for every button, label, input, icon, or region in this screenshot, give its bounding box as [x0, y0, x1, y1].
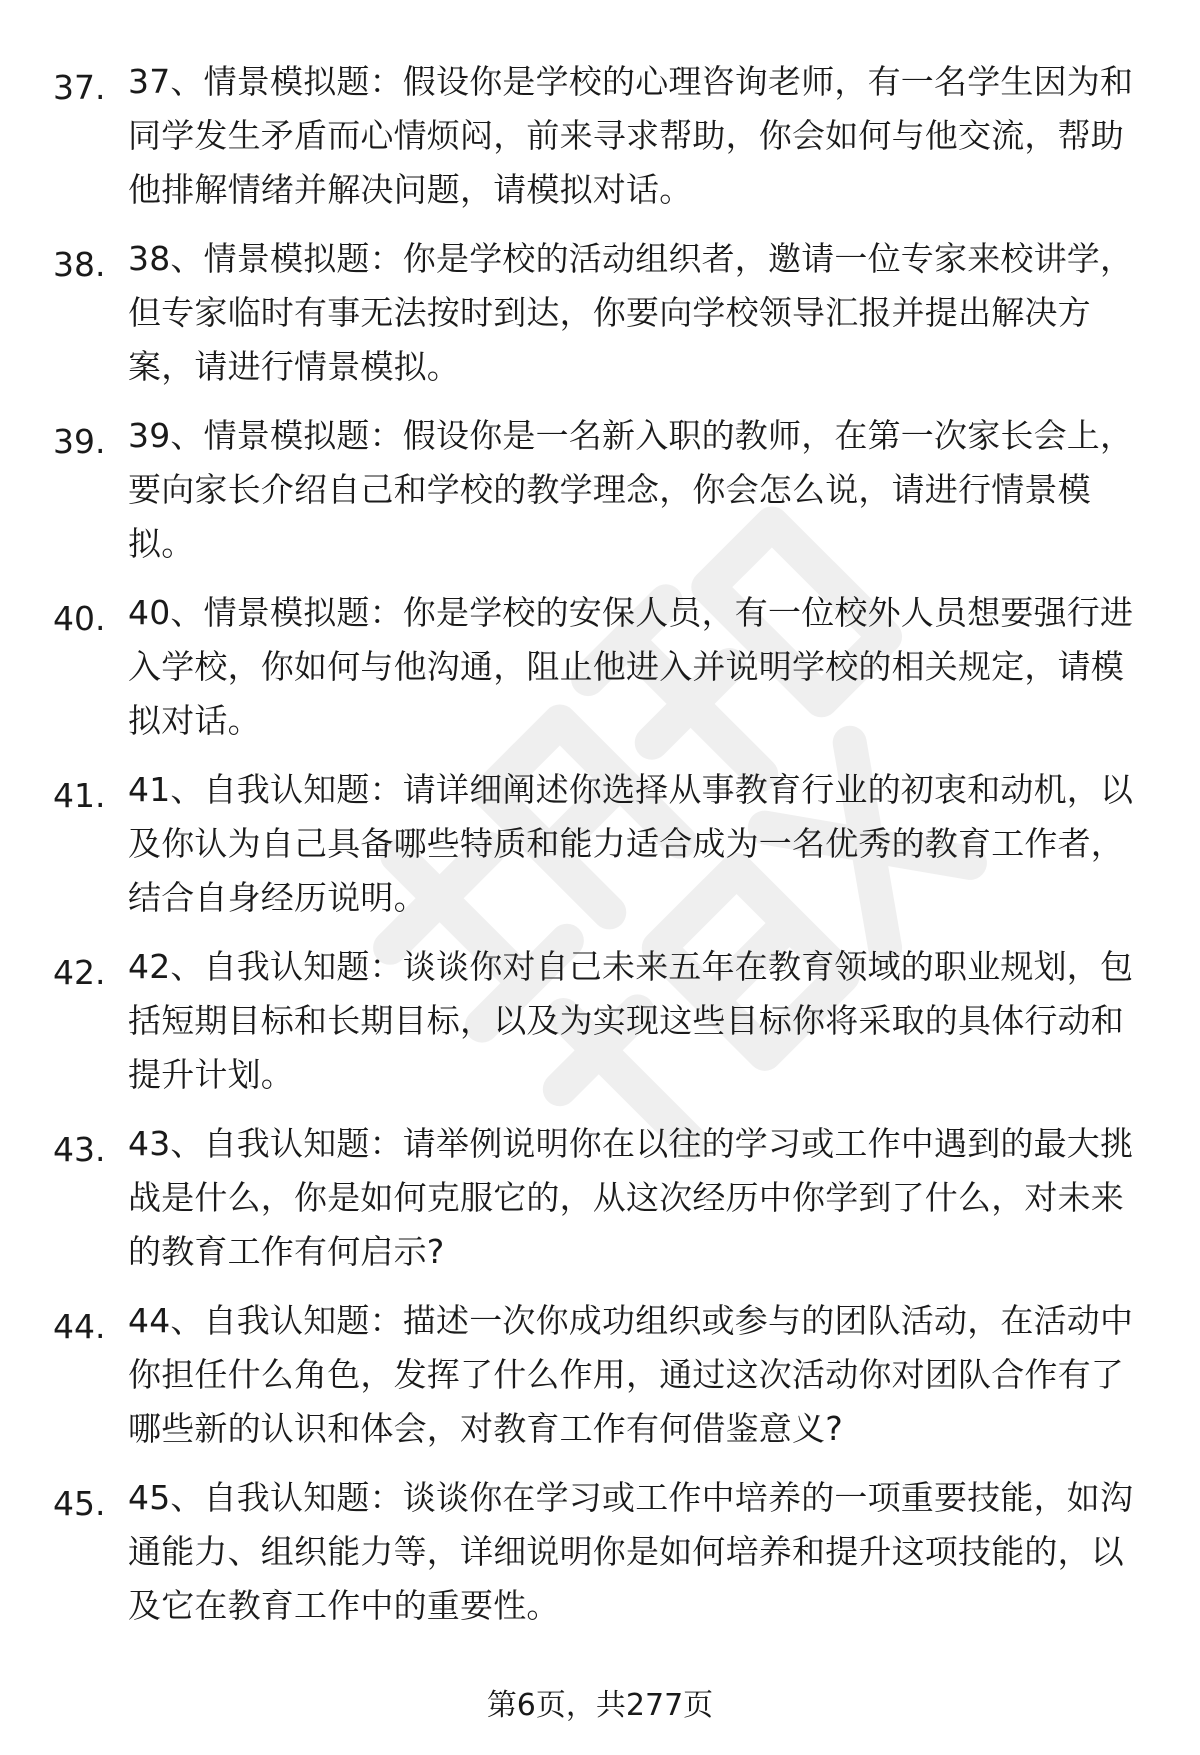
- question-item: [0, 409, 1200, 586]
- question-number: 42.: [53, 953, 106, 992]
- question-number: 40.: [53, 599, 106, 638]
- question-number: 37.: [53, 68, 106, 107]
- question-text: 42、自我认知题：谈谈你对自己未来五年在教育领域的职业规划，包括短期目标和长期目标，以及为实现这些目标你将采取的具体行动和提升计划。: [128, 947, 1134, 1094]
- question-text: 39、情景模拟题：假设你是一名新入职的教师，在第一次家长会上，要向家长介绍自己和学校的教学理念，你会怎么说，请进行情景模拟。: [128, 416, 1134, 563]
- question-item: [0, 586, 1200, 763]
- question-number: 44.: [53, 1307, 106, 1346]
- question-item: [0, 55, 1200, 232]
- question-number: 45.: [53, 1484, 106, 1523]
- question-list: [0, 55, 1200, 1648]
- question-number: 41.: [53, 776, 106, 815]
- question-text: 37、情景模拟题：假设你是学校的心理咨询老师，有一名学生因为和同学发生矛盾而心情烦闷，前来寻求帮助，你会如何与他交流，帮助他排解情绪并解决问题，请模拟对话。: [128, 62, 1134, 209]
- question-number: 39.: [53, 422, 106, 461]
- question-text: 44、自我认知题：描述一次你成功组织或参与的团队活动，在活动中你担任什么角色，发挥了什么作用，通过这次活动你对团队合作有了哪些新的认识和体会，对教育工作有何借鉴意义?: [128, 1301, 1134, 1448]
- question-item: [0, 1294, 1200, 1471]
- question-item: [0, 232, 1200, 409]
- question-item: [0, 1471, 1200, 1648]
- question-item: [0, 940, 1200, 1117]
- page-footer: 第6页，共277页: [486, 1688, 714, 1723]
- question-item: [0, 763, 1200, 940]
- question-number: 38.: [53, 245, 106, 284]
- question-number: 43.: [53, 1130, 106, 1169]
- question-text: 45、自我认知题：谈谈你在学习或工作中培养的一项重要技能，如沟通能力、组织能力等，详细说明你是如何培养和提升这项技能的，以及它在教育工作中的重要性。: [128, 1478, 1134, 1625]
- question-text: 43、自我认知题：请举例说明你在以往的学习或工作中遇到的最大挑战是什么，你是如何克服它的，从这次经历中你学到了什么，对未来的教育工作有何启示?: [128, 1124, 1134, 1271]
- question-text: 41、自我认知题：请详细阐述你选择从事教育行业的初衷和动机，以及你认为自己具备哪些特质和能力适合成为一名优秀的教育工作者，结合自身经历说明。: [128, 770, 1134, 917]
- question-text: 40、情景模拟题：你是学校的安保人员，有一位校外人员想要强行进入学校，你如何与他沟通，阻止他进入并说明学校的相关规定，请模拟对话。: [128, 593, 1134, 740]
- question-text: 38、情景模拟题：你是学校的活动组织者，邀请一位专家来校讲学，但专家临时有事无法按时到达，你要向学校领导汇报并提出解决方案，请进行情景模拟。: [128, 239, 1134, 386]
- question-item: [0, 1117, 1200, 1294]
